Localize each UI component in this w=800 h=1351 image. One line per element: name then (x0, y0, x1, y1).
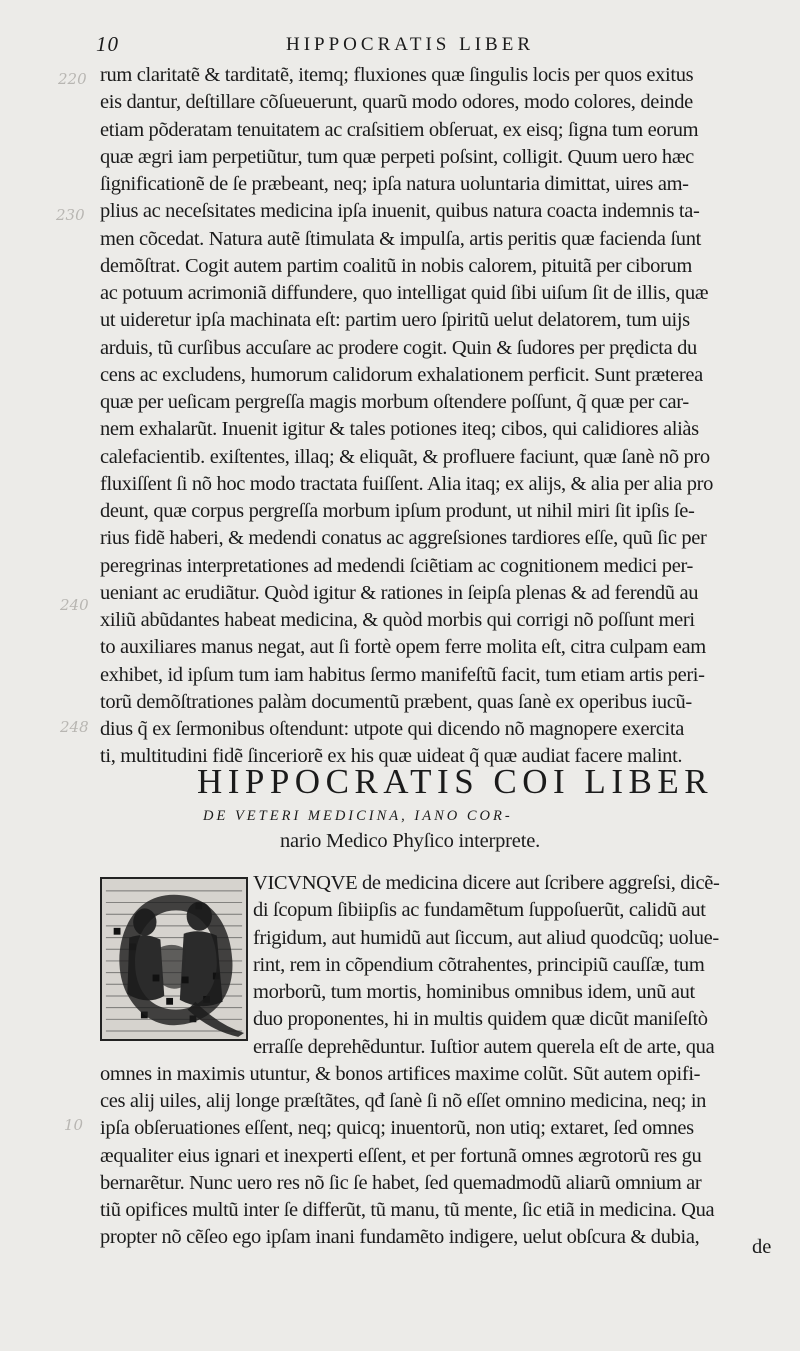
text-line: peregrinas interpretationes ad medendi ſciẽtiam ac cognitionem medici per- (100, 554, 693, 577)
text-line: xiliũ abũdantes habeat medicina, & quòd morbis qui corrigi nõ poſſunt meri (100, 609, 695, 631)
text-line: ipſa obſeruationes eſſent, neq; quicq; inuentorũ, non utiq; extaret, ſed omnes (100, 1117, 694, 1140)
text-line: to auxiliares manus negat, aut ſi fortè opem ferre molita eſt, citra culpam eam (100, 636, 706, 659)
text-line: rius fidẽ haberi, & medendi conatus ac aggreſsiones tardiores eſſe, quũ ſic per (100, 527, 707, 550)
text-line: ac potuum acrimoniã diffundere, quo intelligat quid ſibi uiſum ſit de illis, quæ (100, 282, 709, 304)
text-line: ueniant ac erudiãtur. Quòd igitur & rationes in ſeipſa plenas & ad ferendũ au (100, 581, 699, 604)
text-line: æqualiter eius ignari et inexperti eſſent, et per fortunã omnes ægrotorũ res gu (100, 1144, 702, 1167)
text-line: arduis, tũ curſibus accuſare ac prodere cogit. Quin & ſudores per prędicta du (100, 336, 697, 359)
margin-note: 10 (64, 1116, 84, 1134)
text-line: VICVNQVE de medicina dicere aut ſcribere aggreſsi, dicẽ- (253, 872, 720, 894)
text-line: frigidum, aut humidũ aut ſiccum, aut aliud quodcũq; uolue- (253, 926, 719, 949)
chapter-subtitle: DE VETERI MEDICINA, IANO COR- (203, 808, 513, 824)
text-line: demõſtrat. Cogit autem partim coalitũ in nobis calorem, pituitã per ciborum (100, 254, 693, 277)
running-title: HIPPOCRATIS LIBER (286, 34, 534, 55)
chapter-title: HIPPOCRATIS COI LIBER (196, 762, 714, 801)
margin-note: 240 (60, 596, 89, 614)
text-line: duo proponentes, hi in multis quidem quæ dicũt maniſeſtò (253, 1008, 708, 1031)
margin-note: 220 (58, 70, 87, 88)
text-line: men cõcedat. Natura autẽ ſtimulata & impulſa, artis peritis quæ facienda ſunt (100, 227, 701, 250)
translator-line: nario Medico Phyſico interprete. (280, 830, 541, 852)
running-head (0, 30, 800, 58)
text-line: omnes in maximis utuntur, & bonos artifices maxime colũt. Sũt autem opifi- (100, 1062, 701, 1085)
text-line: di ſcopum ſibiipſis ac fundamẽtum ſuppoſuerũt, calidũ aut (253, 899, 706, 922)
text-line: ces alij uiles, alij longe præſtãtes, qđ ſanè ſi nõ eſſet omnino medicina, neq; in (100, 1090, 707, 1112)
text-line: plius ac neceſsitates medicina ipſa inuenit, quibus natura coacta indemnis ta- (100, 200, 700, 223)
text-line: nem exhalarũt. Inuenit igitur & tales potiones iteq; cibos, qui calidiores aliàs (100, 418, 699, 441)
text-line: rint, rem in cõpendium cõtrahentes, principiũ cauſſæ, tum (253, 953, 705, 976)
text-line: quæ ægri iam perpetiũtur, tum quæ perpeti poſsint, colligit. Quum uero hæc (100, 145, 694, 168)
text-line: cens ac excludens, humorum calidorum exhalationem perficit. Sunt præterea (100, 363, 703, 386)
margin-note: 248 (60, 718, 89, 736)
text-block-main (100, 870, 790, 1252)
text-line: morborũ, tum mortis, hominibus omnibus idem, unũ aut (253, 981, 695, 1003)
text-line: tiũ opifices multũ inter ſe differũt, tũ manu, tũ mente, ſic etiã in medicina. Qua (100, 1199, 715, 1221)
chapter-title-block (100, 760, 790, 852)
text-line: ſignificationẽ de ſe præbeant, neq; ipſa natura uoluntaria dimittat, uires am- (100, 173, 689, 195)
text-line: ti, multitudini fidẽ ſinceriorẽ ex his quæ uideat q̃ quæ audiat facere malint. (100, 745, 683, 768)
text-line: fluxiſſent ſi nõ hoc modo tractata fuiſſent. Alia itaq; ex alijs, & alia per alia pro (100, 472, 713, 495)
text-line: deunt, quæ corpus pergreſſa morbum ipſum produnt, ut nihil miri ſit ipſis ſe- (100, 500, 695, 522)
text-line: eis dantur, deſtillare cõſueuerunt, quarũ modo odores, modo colores, deinde (100, 91, 693, 114)
margin-note: 230 (56, 206, 85, 224)
catchword: de (752, 1236, 772, 1258)
text-line: exhibet, id ipſum tum iam habitus ſermo manifeſtũ facit, tum etiam artis peri- (100, 663, 705, 686)
text-line: torũ demõſtrationes palàm documentũ præbent, quas ſanè ex operibus iucũ- (100, 690, 692, 713)
text-line: ut uideretur ipſa machinata eſt: partim uero ſpiritũ uelut delatorem, tum uijs (100, 309, 690, 332)
text-line: bernarẽtur. Nunc uero res nõ ſic ſe habet, ſed quemadmodũ aliarũ omnium ar (100, 1171, 702, 1194)
text-line: propter nõ cẽſeo ego ipſam inani fundamẽto indigere, uelut obſcura & dubia, (100, 1226, 700, 1249)
text-line: erraſſe deprehẽduntur. Iuſtior autem querela eſt de arte, qua (253, 1035, 715, 1058)
text-line: rum claritatẽ & tarditatẽ, itemq; fluxiones quæ ſingulis locis per quos exitus (100, 64, 694, 86)
text-line: dius q̃ ex ſermonibus oſtendunt: utpote qui dicendo nõ magnopere exercita (100, 718, 684, 740)
text-line: etiam põderatam tenuitatem ac craſsitiem obſeruat, ex eisq; ſigna tum eorum (100, 118, 699, 141)
page-number: 10 (96, 32, 119, 56)
text-block-preceding (100, 62, 790, 771)
text-line: quæ per ueſicam pergreſſa magis morbum oſtendere poſſunt, q̃ quæ per car- (100, 391, 689, 413)
text-line: calefacientib. exiſtentes, illaq; & eliquãt, & profluere faciunt, quæ ſanè nõ pro (100, 445, 710, 468)
